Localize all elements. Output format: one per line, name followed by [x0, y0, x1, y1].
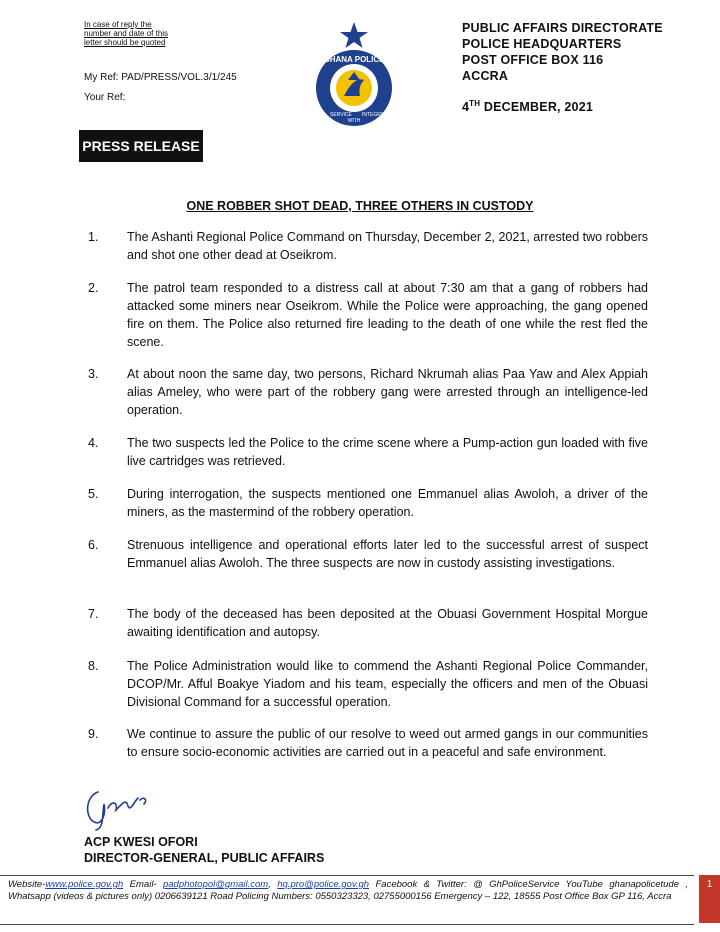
address-line: POST OFFICE BOX 116 [462, 53, 604, 67]
paragraph [88, 536, 648, 572]
address-line: POLICE HEADQUARTERS [462, 37, 622, 51]
date-suffix: TH [469, 99, 481, 108]
paragraph-number: 2. [88, 281, 99, 295]
footer-text: Website-www.police.gov.gh Email- padphotopol@gmail.com, hq.pro@police.gov.gh Facebook & Twitter: @ GhPoliceService YouTube ghanapolicetude , Whatsapp (videos & pictures only) 0206639121 Road Policing Numbers: 0550323323, 02755000156 Emergency – 122, 18555 Post Office Box GP 116, Accra [8, 879, 689, 902]
paragraph-number: 7. [88, 607, 99, 621]
footer-contacts: Facebook & Twitter: @ GhPoliceService YouTube ghanapolicetude , Whatsapp (videos & pictures only) 0206639121 Road Policing Numbers: 0550323323, 02755000156 Emergency – 122, 18555 Post Office Box GP 116, Accra [8, 879, 689, 902]
logo-text-top: GHANA POLICE [323, 55, 385, 64]
page-number: 1 [699, 875, 720, 923]
address-line: ACCRA [462, 69, 509, 83]
paragraph [88, 725, 648, 761]
reply-note [84, 20, 168, 47]
paragraph-text: Strenuous intelligence and operational efforts later led to the successful arrest of suspect Emmanuel alias Awoloh. The three suspects are now in custody assisting investigations. [127, 538, 648, 570]
date-day: 4 [462, 100, 470, 115]
press-release-label: PRESS RELEASE [80, 131, 202, 161]
website-link[interactable]: www.police.gov.gh [45, 879, 124, 890]
signatory-name: ACP KWESI OFORI [84, 835, 198, 849]
address-line: PUBLIC AFFAIRS DIRECTORATE [462, 21, 663, 35]
paragraph-number: 3. [88, 367, 99, 381]
reply-note-line: In case of reply the [84, 20, 152, 29]
ghana-police-logo [300, 20, 408, 130]
headline: ONE ROBBER SHOT DEAD, THREE OTHERS IN CUSTODY [186, 199, 534, 213]
letter-date [462, 96, 593, 115]
paragraph [88, 485, 648, 521]
paragraph-text: The two suspects led the Police to the crime scene where a Pump-action gun loaded with five live cartridges was retrieved. [127, 436, 648, 468]
signatory-title: DIRECTOR-GENERAL, PUBLIC AFFAIRS [84, 851, 325, 865]
paragraph [88, 605, 648, 641]
paragraph [88, 365, 648, 419]
email-label: Email- [123, 879, 163, 890]
email-link[interactable]: hq.pro@police.gov.gh [277, 879, 370, 890]
your-ref: Your Ref: [84, 92, 126, 103]
paragraph [88, 657, 648, 711]
paragraph-number: 1. [88, 230, 99, 244]
footer [0, 875, 694, 925]
paragraph-number: 6. [88, 538, 99, 552]
paragraph-text: At about noon the same day, two persons, Richard Nkrumah alias Paa Yaw and Alex Appiah alias Ameley, who were part of the robbery gang were arrested through an intelligence-led operation. [127, 367, 648, 417]
paragraph [88, 279, 648, 351]
address-block [462, 20, 663, 84]
paragraph [88, 228, 648, 264]
logo-text-bottom: WITH [347, 118, 361, 124]
logo-text-right: INTEGRITY [362, 112, 389, 118]
logo-text-left: SERVICE [330, 112, 352, 118]
paragraph-number: 5. [88, 487, 99, 501]
paragraph-text: The body of the deceased has been deposited at the Obuasi Government Hospital Morgue awaiting identification and autopsy. [127, 607, 648, 639]
paragraph-text: We continue to assure the public of our resolve to weed out armed gangs in our communities to ensure socio-economic activities are carried out in a peaceful and safe environment. [127, 727, 648, 759]
reply-note-line: letter should be quoted [84, 38, 166, 47]
email-link[interactable]: padphotopol@gmail.com [162, 879, 269, 890]
paragraph-text: During interrogation, the suspects mentioned one Emmanuel alias Awoloh, a driver of the miners, as the mastermind of the robbery operation. [127, 487, 648, 519]
reply-note-line: number and date of this [84, 29, 169, 38]
website-label: Website- [8, 879, 46, 890]
paragraph-number: 4. [88, 436, 99, 450]
paragraph-text: The Ashanti Regional Police Command on Thursday, December 2, 2021, arrested two robbers and shot one other dead at Oseikrom. [127, 230, 648, 262]
my-ref: My Ref: PAD/PRESS/VOL.3/1/245 [84, 72, 237, 83]
paragraph-number: 9. [88, 727, 99, 741]
paragraph-text: The Police Administration would like to commend the Ashanti Regional Police Commander, DCOP/Mr. Afful Boakye Yiadom and his team, especially the officers and men of the Obuasi Divisional Command for a successful operation. [127, 659, 648, 709]
paragraph-number: 8. [88, 659, 99, 673]
signature [82, 786, 162, 832]
paragraph [88, 434, 648, 470]
date-rest: DECEMBER, 2021 [480, 100, 593, 115]
signatory [84, 834, 324, 866]
paragraph-text: The patrol team responded to a distress call at about 7:30 am that a gang of robbers had attacked some miners near Oseikrom. While the Police were approaching, the gang opened fire on them. The Police also returned fire leading to the death of one while the rest fled the scene. [127, 281, 648, 349]
